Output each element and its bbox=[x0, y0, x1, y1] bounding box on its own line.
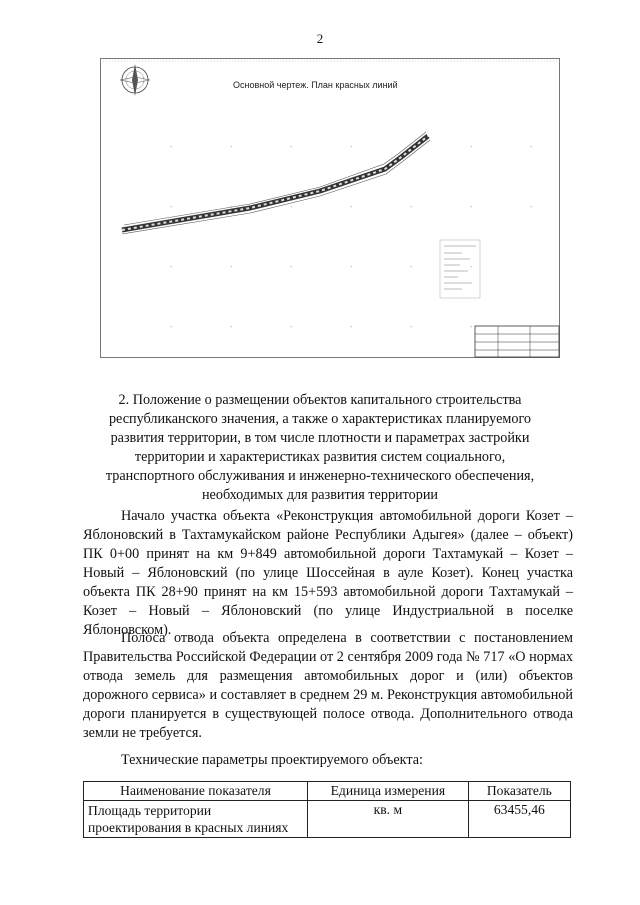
table-cell-unit: кв. м bbox=[308, 801, 469, 838]
column-header: Единица измерения bbox=[308, 782, 469, 801]
svg-text:+: + bbox=[350, 204, 353, 209]
svg-text:+: + bbox=[410, 324, 413, 329]
svg-text:+: + bbox=[470, 204, 473, 209]
svg-text:+: + bbox=[230, 264, 233, 269]
paragraph-object-start-end: Начало участка объекта «Реконструкция автомобильной дороги Козет – Яблоновский в Тахтамукайском районе Республики Адыгея» (далее – объект) ПК 0+00 принят на км 9+849 автомобильной дороги Тахтамукай – Козет – Новый – Яблоновский (по улице Шоссейная в ауле Козет). Конец участка объекта ПК 28+90 принят на км 15+593 автомобильной дороги Тахтамукай – Козет – Новый – Яблоновский (по улице Индустриальной в поселке Яблоновском). bbox=[83, 508, 573, 638]
svg-text:+: + bbox=[170, 144, 173, 149]
column-header: Наименование показателя bbox=[84, 782, 308, 801]
column-header: Показатель bbox=[468, 782, 570, 801]
svg-text:+: + bbox=[230, 324, 233, 329]
drawing-title: Основной чертеж. План красных линий bbox=[233, 80, 398, 90]
svg-text:+: + bbox=[290, 204, 293, 209]
road-corridor bbox=[122, 132, 430, 234]
svg-text:+: + bbox=[470, 324, 473, 329]
heading-line: развития территории, в том числе плотности и параметрах застройки bbox=[110, 430, 530, 446]
heading-line: транспортного обслуживания и инженерно-технического обеспечения, bbox=[105, 468, 535, 484]
svg-text:+: + bbox=[410, 264, 413, 269]
page-number: 2 bbox=[316, 31, 324, 46]
heading-line: необходимых для развития территории bbox=[201, 487, 439, 503]
svg-text:+: + bbox=[350, 324, 353, 329]
section-heading bbox=[95, 391, 545, 505]
svg-text:+: + bbox=[230, 144, 233, 149]
heading-line: республиканского значения, а также о характеристиках планируемого bbox=[108, 411, 532, 427]
svg-text:+: + bbox=[530, 144, 533, 149]
svg-text:+: + bbox=[350, 144, 353, 149]
table-cell-indicator: Площадь территории проектирования в красных линиях bbox=[84, 801, 308, 838]
table-row bbox=[84, 801, 571, 838]
svg-text:+: + bbox=[170, 264, 173, 269]
title-block bbox=[475, 326, 559, 357]
legend-block bbox=[440, 240, 480, 298]
red-lines-plan-drawing bbox=[100, 58, 560, 358]
technical-parameters-table bbox=[83, 781, 571, 838]
svg-text:+: + bbox=[290, 264, 293, 269]
params-intro: Технические параметры проектируемого объекта: bbox=[121, 752, 423, 768]
svg-text:+: + bbox=[410, 204, 413, 209]
svg-text:+: + bbox=[530, 204, 533, 209]
heading-line: 2. Положение о размещении объектов капитального строительства bbox=[118, 392, 522, 408]
svg-text:+: + bbox=[230, 204, 233, 209]
svg-text:+: + bbox=[170, 204, 173, 209]
heading-line: территории и характеристиках развития систем социального, bbox=[134, 449, 506, 465]
svg-text:+: + bbox=[290, 324, 293, 329]
svg-text:+: + bbox=[290, 144, 293, 149]
svg-text:+: + bbox=[470, 144, 473, 149]
svg-text:+: + bbox=[470, 264, 473, 269]
svg-text:+: + bbox=[410, 144, 413, 149]
svg-text:+: + bbox=[170, 324, 173, 329]
svg-text:+: + bbox=[350, 264, 353, 269]
north-arrow-icon bbox=[120, 64, 150, 96]
table-cell-value: 63455,46 bbox=[468, 801, 570, 838]
paragraph-right-of-way: Полоса отвода объекта определена в соответствии с постановлением Правительства Российской Федерации от 2 сентября 2009 года № 717 «О нормах отвода земель для размещения автомобильных дорог и (или) объектов дорожного сервиса» и составляет в среднем 29 м. Реконструкция автомобильной дороги планируется в существующей полосе отвода. Дополнительного отвода земли не требуется. bbox=[83, 630, 573, 741]
table-header-row bbox=[84, 782, 571, 801]
